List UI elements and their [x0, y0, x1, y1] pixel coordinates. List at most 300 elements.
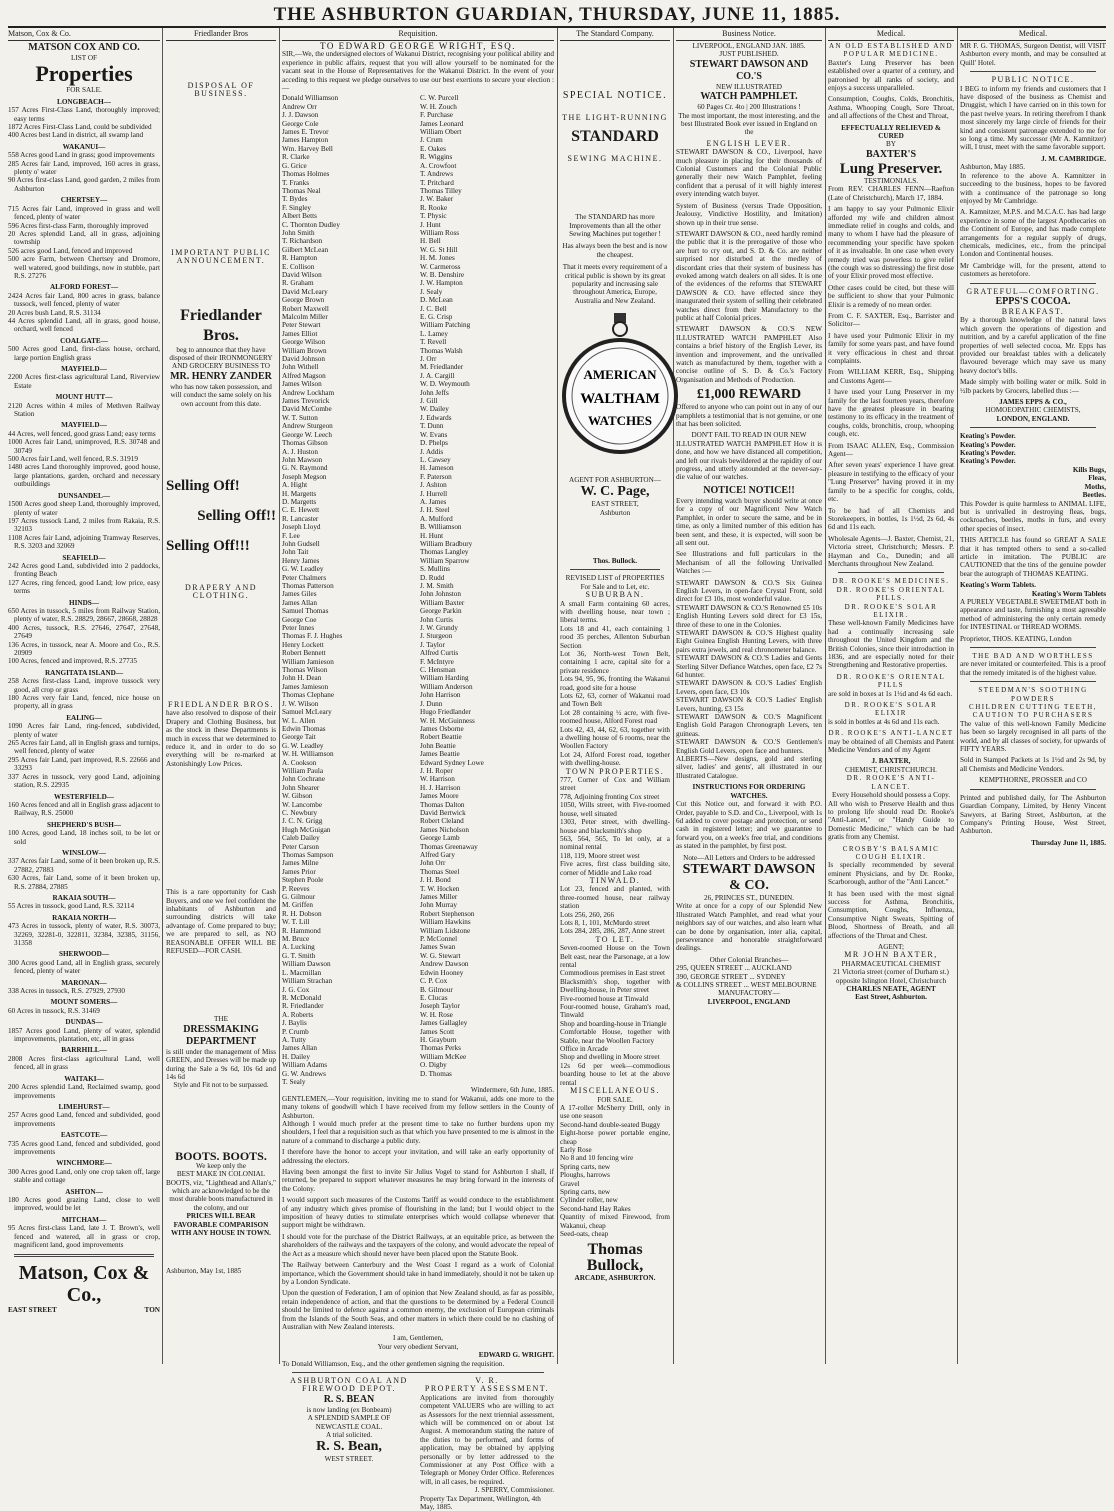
- property-item: 242 Acres good Land, subdivided into 2 paddocks, fronting Beach: [8, 561, 160, 579]
- testimonial: To be had of all Chemists and Storekeepers, in bottles, 1s 1½d, 2s 6d, 4s 6d and 11s each.: [828, 506, 954, 532]
- signatory-name: James Swan: [420, 943, 456, 952]
- signatory-name: James Osborne: [420, 724, 464, 733]
- locality-heading: DUNDAS—: [65, 1018, 103, 1027]
- property-item: Lot 23, fenced and planted, with three-roomed house, near railway station: [560, 885, 670, 911]
- signatory-name: J. H. Steel: [420, 506, 450, 515]
- locality-heading: EASTCOTE—: [60, 1131, 108, 1140]
- signatory-name: E. Oakes: [420, 144, 446, 153]
- watch-item: STEWART DAWSON & CO.'S Six Guinea English Levers, in open-face Crystal Front, sold direct for £3 10s, most wonderful value.: [676, 578, 822, 604]
- signatory-name: Thomas Neal: [282, 186, 321, 195]
- signatory-name: J. H. Bond: [420, 876, 451, 885]
- signatory-name: H. Hunt: [420, 531, 444, 540]
- property-item: 1857 Acres good Land, plenty of water, splendid improvements, plantation, etc, all in grass: [8, 1026, 160, 1044]
- signatory-name: Thomas Patterson: [282, 582, 334, 590]
- dressmaking-text: is still under the management of Miss GREEN, and Dresses will be made up during the Sale a 9s 6d, 10s 6d and 14s 6d: [166, 1047, 276, 1081]
- footer-town: TON: [144, 1306, 160, 1315]
- column-standard: [560, 42, 670, 1362]
- special-notice: SPECIAL NOTICE.: [562, 90, 668, 101]
- signatory-name: A. Roberts: [282, 1010, 314, 1019]
- signatory-name: William Strachan: [282, 977, 333, 986]
- assessment-heading: PROPERTY ASSESSMENT.: [424, 1384, 550, 1394]
- signatory-name: Alfred Gary: [420, 851, 455, 859]
- signatory-name: James Hampton: [282, 136, 329, 145]
- signatory-name: J. Gill: [420, 397, 438, 406]
- crosby-text: It has been used with the most signal success for Asthma, Bronchitis, Consumption, Coughs, Influenza, Consumptive Night Sweats, Spitting of Blood, Shortness of Breath, and all affections of the Throat and Chest.: [828, 889, 954, 940]
- signatory-name: John Smith: [282, 228, 315, 237]
- property-item: 157 Acres First-Class Land, thoroughly improved; easy terms: [8, 106, 160, 123]
- signatory-name: Donald Williamson: [282, 94, 339, 103]
- signatory-name: J. H. Roper: [420, 766, 453, 775]
- signatory-name: W. G. Stewart: [420, 951, 461, 960]
- signatory-name: James Allan: [282, 598, 317, 607]
- signatory-name: James Nicholson: [420, 825, 469, 834]
- signatory-name: James Giles: [282, 590, 317, 599]
- testimonial: I am happy to say your Pulmonic Elixir afforded my wife and children almost immediate relief in coughs and colds, and many to whom I have had the pleasure of recommending your specific have spoken of it as invaluable. In one case when every remedy tried was powerless to give relief (the cough was so distressing) the first dose of your Elixir proved most effective.: [828, 205, 954, 281]
- signatory-name: B. Gilmour: [420, 985, 453, 994]
- signatory-name: Peter Carson: [282, 842, 319, 851]
- property-item: 2808 Acres first-class agricultural Land, well fenced, all in grass: [8, 1054, 160, 1072]
- signatory-name: J. Sturgeon: [420, 632, 453, 641]
- col-header-4: The Standard Company.: [560, 28, 670, 41]
- signatory-name: J. M. Smith: [420, 582, 454, 590]
- locality-heading: WINCHMORE—: [56, 1159, 112, 1168]
- column-rule: [279, 28, 280, 1364]
- property-item: 735 Acres good Land, fenced and subdivided, good improvements: [8, 1139, 160, 1156]
- baxter-address: 21 Victoria street (corner of Durham st.) opposite Islington Hotel, Christchurch: [833, 968, 949, 985]
- rooke-heading: DR. ROOKE'S ORIENTAL PILLS.: [836, 585, 946, 603]
- watch-bow: [613, 322, 627, 336]
- property-item: 500 acre Farm, between Chertsey and Dromore, well watered, good buildings, now in stubble, part R.S. 27276: [8, 255, 160, 280]
- signatory-name: William McKee: [420, 1052, 467, 1061]
- footer-agent: Matson, Cox & Co.,: [18, 1262, 150, 1307]
- col-header-1: Matson, Cox & Co.: [8, 28, 160, 41]
- property-item: 400 Acres best Land in district, all swamp land: [8, 131, 144, 140]
- property-item: Lots 18 and 41, each containing 1 rood 35 perches, Allenton Suburban Section: [560, 624, 670, 650]
- misc-item: A 17-roller McSherry Drill, only in use one season: [560, 1103, 670, 1121]
- sd-para: System of Business (versus Trade Opposition, Jealousy, Vindictive Hostility, and Imitation) shown up in their true sense.: [676, 201, 822, 227]
- watch-text-mid: WALTHAM: [580, 391, 660, 408]
- coal-line: A SPLENDID SAMPLE OF: [307, 1414, 391, 1423]
- property-item: 1090 Acres fair Land, ring-fenced, subdivided, plenty of water: [8, 722, 160, 739]
- reply-para: I should vote for the purchase of the District Railways, at an equitable price, as between the shareholders of the railways and the taxpayers of the colony, and would advocate the repeal of the Act as a measure which should never have been placed upon the Statute Book.: [282, 1232, 554, 1258]
- signatory-name: William Obert: [420, 128, 462, 137]
- town-list: [560, 776, 670, 877]
- signatory-name: H. M. Jones: [420, 254, 455, 263]
- signatory-name: Wm. Harvey Bell: [282, 144, 333, 153]
- signatory-name: George Lamb: [420, 834, 460, 843]
- testimonial: From C. F. SAXTER, Esq., Barrister and Solicitor—: [828, 311, 954, 329]
- locality-heading: WESTERFIELD—: [54, 792, 114, 801]
- property-item: 160 Acres fenced and all in English grass adjacent to Railway, R.S. 25000: [8, 800, 160, 818]
- testimonial: I have used your Pulmonic Elixir in my family for some years past, and have found it very efficacious in chest and throat complaints.: [828, 331, 954, 365]
- signatory-name: Alfred Magson: [282, 371, 326, 380]
- col-header-5: Business Notice.: [676, 28, 822, 41]
- address-note: Note—All Letters and Orders to be addressed: [683, 853, 815, 862]
- kills-bugs: Kills Bugs,: [1072, 465, 1106, 474]
- locality-heading: ASHTON—: [65, 1187, 103, 1196]
- signatory-name: Robert Beattie: [420, 733, 462, 742]
- signatory-name: T. Bydes: [282, 195, 308, 204]
- signatory-name: Samuel McLeary: [282, 708, 332, 717]
- property-item: 338 Acres in tussock, R.S. 27929, 27930: [8, 987, 125, 996]
- watch-item: STEWART DAWSON & CO.'S Magnificent English Gold Paragon Chronograph Levers, ten guineas.: [676, 713, 822, 738]
- cambridge-date: Ashburton, May 1885.: [960, 163, 1026, 172]
- signatory-name: H. Margetts: [282, 489, 317, 498]
- locality-heading: RANGITATA ISLAND—: [44, 668, 124, 677]
- property-item: Lots 42, 43, 44, 62, 63, together with a dwelling house of 6 rooms, near the Woollen Factory: [560, 725, 670, 751]
- signoff-addressee: To Donald Williamson, Esq., and the other gentlemen signing the requisition.: [282, 1359, 505, 1368]
- boots-line-2: BEST MAKE IN COLONIAL BOOTS, viz, "Lighthead and Allan's," which are acknowledged to be the most durable boots manufactured in the colony, and our: [166, 1170, 276, 1212]
- light-running: THE LIGHT-RUNNING: [562, 113, 668, 123]
- locality-heading: SHEPHERD'S BUSH—: [46, 820, 122, 829]
- signatory-name: J. C. Bell: [420, 304, 447, 313]
- signatory-name: W. B. Denshire: [420, 270, 465, 279]
- signatory-name: M. Friedlander: [420, 363, 464, 372]
- watch-item: STEWART DAWSON & CO.'S Renowned £5 10s English Hunting Levers sold direct for £3 15s, three of these to one in the Colonies.: [676, 603, 822, 629]
- signatory-name: J. W. Grundy: [420, 624, 458, 633]
- agent-label: AGENT FOR ASHBURTON—: [569, 475, 661, 484]
- signatory-name: P. McConnel: [420, 935, 458, 944]
- signatory-name: W. L. Allen: [282, 716, 316, 725]
- sd-para: Every intending watch buyer should write at once for a copy of our Magnificent New Watch Pamphlet, in order to secure the same, and be in time, as only a limited number of this edition has been sent, and these, it is expected, will soon be all sent out.: [676, 496, 822, 547]
- vr-mark: V. R.: [475, 1375, 499, 1385]
- property-item: 400 Acres, tussock, R.S. 27646, 27647, 27648, 27649: [8, 623, 160, 641]
- signatory-name: S. Mullins: [420, 565, 450, 574]
- signatory-name: T. Physic: [420, 212, 447, 221]
- notice-heading: NOTICE! NOTICE!!: [703, 484, 795, 496]
- standard-para: Has always been the best and is now the cheapest.: [562, 242, 668, 259]
- signatory-name: David McLeary: [282, 287, 328, 296]
- property-item: 1303, Peter street, with dwelling-house and blacksmith's shop: [560, 818, 670, 835]
- signatory-name: John Beattie: [420, 741, 456, 750]
- signatory-name: James Gallagley: [420, 1019, 468, 1028]
- property-item: Lot 36, North-west Town Belt, containing 1 acre, capital site for a private residence: [560, 649, 670, 675]
- property-item: Comfortable House, together with Stable, near the Woollen Factory: [560, 1028, 670, 1045]
- signatory-name: George Coe: [282, 615, 317, 624]
- sd-para: Offered to anyone who can point out in any of our pamphlets a testimonial that is not genuine, or one that has been solicited.: [676, 403, 822, 429]
- property-item: Office in Arcade: [560, 1045, 608, 1054]
- signatory-name: James Prior: [282, 867, 316, 876]
- signatory-name: Robert Cleland: [420, 817, 464, 826]
- crosby-heading: CROSBY'S BALSAMIC COUGH ELIXIR.: [842, 844, 940, 861]
- signatory-name: F. Paterson: [420, 472, 452, 481]
- imprint-date: Thursday June 11, 1885.: [1031, 838, 1106, 847]
- property-item: 777, Corner of Cox and William street: [560, 776, 670, 793]
- bad-worthless: THE BAD AND WORTHLESS: [972, 652, 1094, 660]
- signatory-name: W. T. Sutton: [282, 413, 318, 422]
- steedman-para: Sold in Stamped Packets at 1s 1½d and 2s 9d, by all Chemists and Medicine Vendors.: [960, 756, 1106, 773]
- signatory-name: Malcolm Miller: [282, 313, 328, 321]
- signatory-name: W. Harrison: [420, 775, 455, 784]
- signatory-name: Edward Sydney Lowe: [420, 758, 484, 767]
- property-item: Lots 94, 95, 96, fronting the Wakanui road, good site for a house: [560, 675, 670, 692]
- signatory-name: J. Addis: [420, 447, 444, 456]
- neate-agent: CHARLES NEATE, AGENT: [846, 985, 936, 994]
- property-item: 563, 564, 565, To let only, at a nominal rental: [560, 834, 670, 852]
- property-item: 285 Acres fair Land, improved, 160 acres in grass, plenty o' water: [8, 159, 160, 177]
- property-item: 44 Acres, well fenced, good grass Land; easy terms: [8, 429, 156, 438]
- tolet-heading: TO LET.: [595, 934, 635, 944]
- column-rule: [673, 28, 674, 1364]
- signatory-name: T. Andrews: [420, 170, 454, 179]
- signatory-name: F. McIntyre: [420, 657, 454, 666]
- signatory-name: G. N. Raymond: [282, 464, 328, 473]
- assessment-address: Property Tax Department, Wellington, 4th May, 1885.: [420, 1494, 541, 1511]
- rooke-text: may be obtained of all Chemists and Patent Medicine Vendors and of my Agent: [828, 737, 954, 755]
- signatory-name: George Parkin: [420, 607, 462, 616]
- just-published: JUST PUBLISHED.: [719, 50, 779, 59]
- signatory-name: Stephen Poole: [282, 876, 324, 885]
- signatory-name: R. H. Dobson: [282, 909, 322, 918]
- signatory-name: Robert Stephenson: [420, 909, 475, 918]
- locality-heading: WAKANUI—: [62, 142, 106, 151]
- property-item: Lots 284, 285, 286, 287, Anne street: [560, 927, 665, 936]
- signatory-name: A. Mulford: [420, 514, 453, 523]
- locality-heading: WAITAKI—: [64, 1074, 104, 1083]
- public-announcement: IMPORTANT PUBLIC ANNOUNCEMENT.: [171, 247, 271, 266]
- signatory-name: James Wilson: [282, 380, 322, 389]
- signatory-name: John Orr: [420, 859, 446, 868]
- tinwald-list: [560, 885, 670, 935]
- reply-para: Upon the question of Federation, I am of opinion that New Zealand should, as far as possible, retain independence of action, and that the questions to be determined by a Federal Council should be limited to defence against a common enemy, the exclusion of European criminals from the Islands of the South Seas, and other matters in which there could be no clashing of Australian with New Zealand interests.: [282, 1289, 554, 1331]
- signatory-name: D. McLean: [420, 296, 453, 305]
- property-item: 12s 6d per week—commodious boarding house to let at the above rental: [560, 1061, 670, 1087]
- coal-line: NEWCASTLE COAL.: [315, 1422, 383, 1431]
- signatory-name: George W. Leech: [282, 430, 332, 439]
- requisition-to: TO EDWARD GEORGE WRIGHT, ESQ.: [320, 41, 516, 51]
- signatory-name: D. Margetts: [282, 497, 317, 506]
- signatory-name: James Miller: [420, 893, 458, 902]
- requisition-date: Windermere, 6th June, 1885.: [470, 1086, 554, 1095]
- property-item: 180 Acres very fair Land, fenced, nice house on property, all in grass: [8, 694, 160, 711]
- watch-item: STEWART DAWSON & CO.'S Ladies and Gents Sterling Silver Defiance Watches, open face, £2 7s 6d hunter.: [676, 654, 822, 679]
- signatory-name: Alfred Curtis: [420, 649, 459, 658]
- signatory-name: George Cole: [282, 119, 319, 128]
- property-item: 2120 Acres within 4 miles of Methven Railway Station: [8, 401, 160, 419]
- property-item: Lots 62, 63, corner of Wakanui road and Town Belt: [560, 692, 670, 709]
- kamnitzer-para: A. Kamnitzer, M.P.S. and M.C.A.C. has had large experience in some of the largest Apothecaries on the Continent of Europe, and has made complete arrangements for a regular supply of drugs, chemicals, medicines, etc., from the principal London and Continental houses.: [960, 208, 1106, 259]
- crosby-text: Is specially recommended by several eminent Physicians, and by Dr. Rooke, Scarborough, author of the "Anti Lancet.": [828, 861, 954, 887]
- column-rule: [957, 28, 958, 1364]
- coal-heading: ASHBURTON COAL AND FIREWOOD DEPOT.: [290, 1375, 408, 1394]
- property-item: 20 Acres bush Land, R.S. 31134: [8, 308, 101, 317]
- sd-para: See Illustrations and full particulars in the Mechanism of all the following Unrivalled Watches :—: [676, 550, 822, 576]
- locality-heading: CHERTSEY—: [60, 196, 108, 205]
- property-item: Five acres, first class building site, corner of Middle and Lake road: [560, 860, 670, 877]
- testimonial: After seven years' experience I have great pleasure in testifying to the efficacy of your "Lung Preserver" having proved it in my family to be a specific for coughs, colds, etc.: [828, 461, 954, 504]
- signatory-name: L. Macmillan: [282, 968, 322, 977]
- signatory-name: E. G. Crisp: [420, 313, 453, 321]
- property-item: Shop and dwelling in Moore street: [560, 1053, 660, 1062]
- agent-street: EAST STREET,: [591, 500, 639, 509]
- branches-label: Other Colonial Branches—: [709, 955, 789, 964]
- signoff-1: I am, Gentlemen,: [393, 1334, 443, 1343]
- signatory-name: Andrew Lockham: [282, 388, 335, 397]
- signatory-name: A. James: [420, 497, 447, 506]
- col-header-2: Friedlander Bros: [166, 28, 276, 41]
- col-header-3: Requisition.: [282, 28, 554, 41]
- signatory-name: T. Revell: [420, 338, 447, 347]
- signatory-name: William Harding: [420, 674, 469, 683]
- locality-heading: WINSLOW—: [62, 848, 106, 857]
- property-item: 526 acres good Land, fenced and improved: [8, 246, 133, 255]
- sd-para: ALBERTS—New designs, gold and sterling silver, ladies' and gents', all illustrated in our Illustrated Catalogue.: [676, 755, 822, 780]
- neate-street: East Street, Ashburton.: [855, 993, 927, 1002]
- signatory-name: William Patching: [420, 321, 471, 330]
- selling-off-3: Selling Off!!!: [166, 538, 250, 555]
- signatory-name: William Anderson: [420, 682, 473, 691]
- signatory-name: Thomas Perks: [420, 1044, 461, 1053]
- signatory-name: P. Reeves: [282, 884, 310, 893]
- locality-heading: HINDS—: [69, 598, 99, 607]
- signatory-name: John Curtis: [420, 615, 453, 624]
- signatory-name: F. Purchase: [420, 111, 453, 120]
- reply-para: I would support such measures of the Customs Tariff as would conduce to the establishment of any industry which gives promise of flourishing in the land; but I would object to the imposition of heavy duties to stimulate enterprises which would collapse whenever that support might be withdrawn.: [282, 1196, 554, 1230]
- signatory-name: M. Bruce: [282, 935, 310, 944]
- property-item: 630 Acres, fair Land, some of it been broken up, R.S. 27884, 27885: [8, 874, 160, 891]
- worm-tablets: Keating's Worm Tablets.: [960, 581, 1036, 590]
- signatory-name: A. Crowfoot: [420, 161, 457, 170]
- property-item: 100 Acres, fenced and improved, R.S. 27735: [8, 657, 137, 666]
- keating-line: Keating's Powder.: [960, 449, 1016, 458]
- signatory-name: R. Wiggins: [420, 153, 453, 162]
- medical-para: Baxter's Lung Preserver has been established over a quarter of a century, and patronised by all ranks of society, and enjoys a success unparalleled.: [828, 58, 954, 93]
- liverpool-label: LIVERPOOL, ENGLAND: [707, 997, 791, 1006]
- signatory-name: C. Hensman: [420, 666, 456, 675]
- assessment-signature: J. SPERRY, Commissioner.: [474, 1486, 554, 1495]
- instructions-heading: INSTRUCTIONS FOR ORDERING WATCHES.: [692, 783, 806, 800]
- signatory-name: G. W. Leadley: [282, 565, 324, 574]
- signatory-name: J. Crum: [420, 136, 443, 145]
- agent-label: AGENT;: [878, 943, 904, 951]
- signatory-name: W. Lancombe: [282, 800, 323, 809]
- signatory-name: D. Phelps: [420, 439, 448, 448]
- locality-heading: MOUNT SOMERS—: [50, 998, 118, 1007]
- watch-item: STEWART DAWSON & CO.'S Ladies' English Levers, open face, £3 10s: [676, 679, 822, 696]
- selling-off-1: Selling Off!: [166, 478, 240, 495]
- signatory-name: Joseph Lloyd: [282, 523, 321, 532]
- bullock-name: Thos. Bullock.: [592, 556, 638, 565]
- reward-heading: £1,000 REWARD: [696, 387, 802, 403]
- property-item: 1108 Acres fair Land, adjoining Tramway Reserves, R.S. 3203 and 32069: [8, 533, 160, 551]
- standard-para: The STANDARD has more Improvements than all the other Sewing Machines put together !: [569, 213, 661, 239]
- sd-title: STEWART DAWSON AND CO.'S: [689, 58, 809, 82]
- coal-signature: R. S. Bean,: [316, 1439, 382, 1455]
- property-item: Shop and boarding-house in Triangle: [560, 1019, 667, 1028]
- misc-last: Seed-oats, cheap: [560, 1230, 609, 1238]
- signatory-name: J. Orr: [420, 355, 437, 364]
- signatory-name: John Gudsell: [282, 539, 320, 548]
- col-header-7: Medical.: [960, 28, 1106, 41]
- signatory-name: P. Crumb: [282, 1027, 309, 1036]
- property-item: 500 Acres fair Land, well fenced, R.S. 31919: [8, 455, 138, 464]
- signatory-name: L. Cawsey: [420, 455, 451, 464]
- signatory-name: H. Grayburn: [420, 1035, 457, 1044]
- buyer-name: MR. HENRY ZANDER: [170, 370, 272, 382]
- rooke-text: These well-known Family Medicines have had a continually increasing sale throughout the United Kingdom and the British Colonies, since their introduction in 1836, and are especially noted for their Strengthening and Restorative properties.: [828, 619, 954, 670]
- signatory-name: T. Pritchard: [420, 178, 454, 187]
- signatory-name: William Baxter: [420, 598, 465, 607]
- property-item: 295 Acres fair Land, part improved, R.S. 22666 and 33293: [8, 755, 160, 773]
- signatory-name: Andrew Dawson: [420, 960, 469, 969]
- signatory-name: G. Gilmour: [282, 893, 316, 902]
- signatory-name: T. Richardson: [282, 237, 323, 246]
- testimonials-heading: TESTIMONIALS.: [863, 176, 919, 185]
- signatory-name: G. Grice: [282, 161, 307, 170]
- kills-beetles: Beetles.: [1082, 491, 1106, 500]
- property-item: 55 Acres in tussock, good Land, R.S. 32114: [8, 902, 135, 911]
- signatory-name: William Hawkins: [420, 918, 471, 927]
- property-item: Blacksmith's shop, together with Dwelling-house, in Peter street: [560, 977, 670, 995]
- sd-para: The most important, the most interesting, and the best Illustrated Book ever issued in England on the: [678, 111, 820, 137]
- signatory-name: J. Hunt: [420, 220, 441, 229]
- public-notice: PUBLIC NOTICE.: [991, 75, 1075, 85]
- friedlander-heading-2: FRIEDLANDER BROS.: [168, 699, 274, 709]
- property-item: 95 Acres first-class Land, late J. T. Brown's, well fenced and watered, all in grass or crop, magnificent land, good improvements: [8, 1224, 160, 1249]
- signatory-name: William Sparrow: [420, 556, 470, 565]
- property-item: Lot 24, Alford Forest road, together with dwelling-house.: [560, 750, 670, 768]
- steedman-para: The value of this well-known Family Medicine has been so largely recognised in all parts of the world, and by all classes of society, for upwards of FIFTY YEARS.: [960, 719, 1106, 754]
- property-item: 258 Acres first-class Land, improve tussock very good, all crop or grass: [8, 677, 160, 694]
- misc-item: Quantity of mixed Firewood, from Wakanui, cheap: [560, 1213, 670, 1230]
- property-item: 473 Acres in tussock, plenty of water, R.S. 30073, 32269, 32281-0, 322811, 32384, 32385, 31156, 31358: [8, 922, 160, 947]
- signatory-name: R. Hammond: [282, 926, 321, 935]
- signatory-name: R. Clarke: [282, 153, 310, 162]
- property-item: 136 Acres, in tussock, near A. Moore and Co., R.S. 20909: [8, 640, 160, 657]
- column-friedlander: [166, 42, 276, 1362]
- rooke-heading: DR. ROOKE'S ORIENTAL PILLS: [836, 672, 946, 690]
- testimonial: I have used your Lung Preserver in my family for the last fourteen years, therefore have the greatest pleasure in bearing testimony to its efficacy in the treatment of coughs, colds, bronchitis, croup, whooping cough, etc.: [828, 388, 954, 439]
- locality-heading: ALFORD FOREST—: [49, 283, 119, 292]
- keating-line: Keating's Powder.: [960, 432, 1016, 441]
- bullock-footer: Thomas Bullock,: [586, 1241, 644, 1275]
- drapery-heading: DRAPERY AND CLOTHING.: [185, 583, 257, 601]
- rooke-text: All who wish to Preserve Health and thus to prolong life should read Dr. Rooke's "Anti-Lancet," or "Handy Guide to Domestic Medicine," which can be had gratis from any Chemist.: [828, 799, 954, 842]
- signatory-name: T. Sealy: [282, 1077, 306, 1086]
- watch-text-bottom: WATCHES: [587, 413, 653, 429]
- property-item: 500 Acres good Land, first-class house, orchard, large portion English grass: [8, 345, 160, 362]
- misc-item: Spring carts, new: [560, 1162, 611, 1171]
- epps-para: Made simply with boiling water or milk. Sold in ½lb packets by Grocers, labelled thus :—: [960, 378, 1106, 395]
- signatory-name: John Harrison: [420, 691, 461, 700]
- signatory-name: R. Graham: [282, 279, 314, 288]
- signatory-name: James Beattie: [420, 750, 460, 759]
- rooke-heading: DR. ROOKE'S MEDICINES.: [832, 577, 950, 586]
- bad-para: are never imitated or counterfeited. This is a proof that the remedy imitated is of the highest value.: [960, 660, 1106, 677]
- locality-heading: SEAFIELD—: [62, 553, 106, 562]
- signatory-name: W. Evans: [420, 430, 448, 439]
- property-item: 60 Acres in tussock, R.S. 31469: [8, 1006, 100, 1015]
- property-item: Lots 8, 1, 101, McMurdo street: [560, 918, 650, 927]
- kamnitzer-para: In reference to the above A. Kamnitzer in succeeding to the business, hopes to be favored with a continuance of the patronage so long enjoyed by Mr Cambridge.: [960, 171, 1106, 205]
- epps-breakfast: BREAKFAST.: [1001, 306, 1065, 316]
- signatory-name: Henry James: [282, 556, 320, 565]
- sd-street: 26, PRINCES ST., DUNEDIN.: [704, 893, 794, 902]
- misc-item: Second-hand Hay Rakes: [560, 1204, 631, 1213]
- liverpool-head: LIVERPOOL, ENGLAND JAN. 1885.: [692, 42, 806, 50]
- signoff-2: Your very obedient Servant,: [377, 1342, 459, 1351]
- lung-preserver: Lung Preserver.: [839, 160, 943, 177]
- property-list: [8, 98, 160, 1250]
- dressmaking-heading: DRESSMAKING DEPARTMENT: [183, 1023, 259, 1047]
- signatory-name: J. Sealy: [420, 287, 443, 296]
- watch-item: STEWART DAWSON & CO.'S Highest quality Eight Guinea English Hunting Levers, with three pairs extra jewels, and real chronometer balance.: [676, 628, 822, 654]
- misc-item: Cylinder roller, new: [560, 1196, 618, 1205]
- signatory-name: F. Lee: [282, 531, 300, 540]
- testimonial: From REV. CHARLES FENN—Raefton (Late of Christchurch), March 17, 1884.: [828, 185, 954, 202]
- signatory-name: John Jeffs: [420, 388, 449, 397]
- reply-para: Although I would much prefer at the present time to take no further burdens upon my shoulders, I feel that a requisition such as that which you have presented to me is almost in the nature of a command to discharge a public duty.: [282, 1120, 554, 1145]
